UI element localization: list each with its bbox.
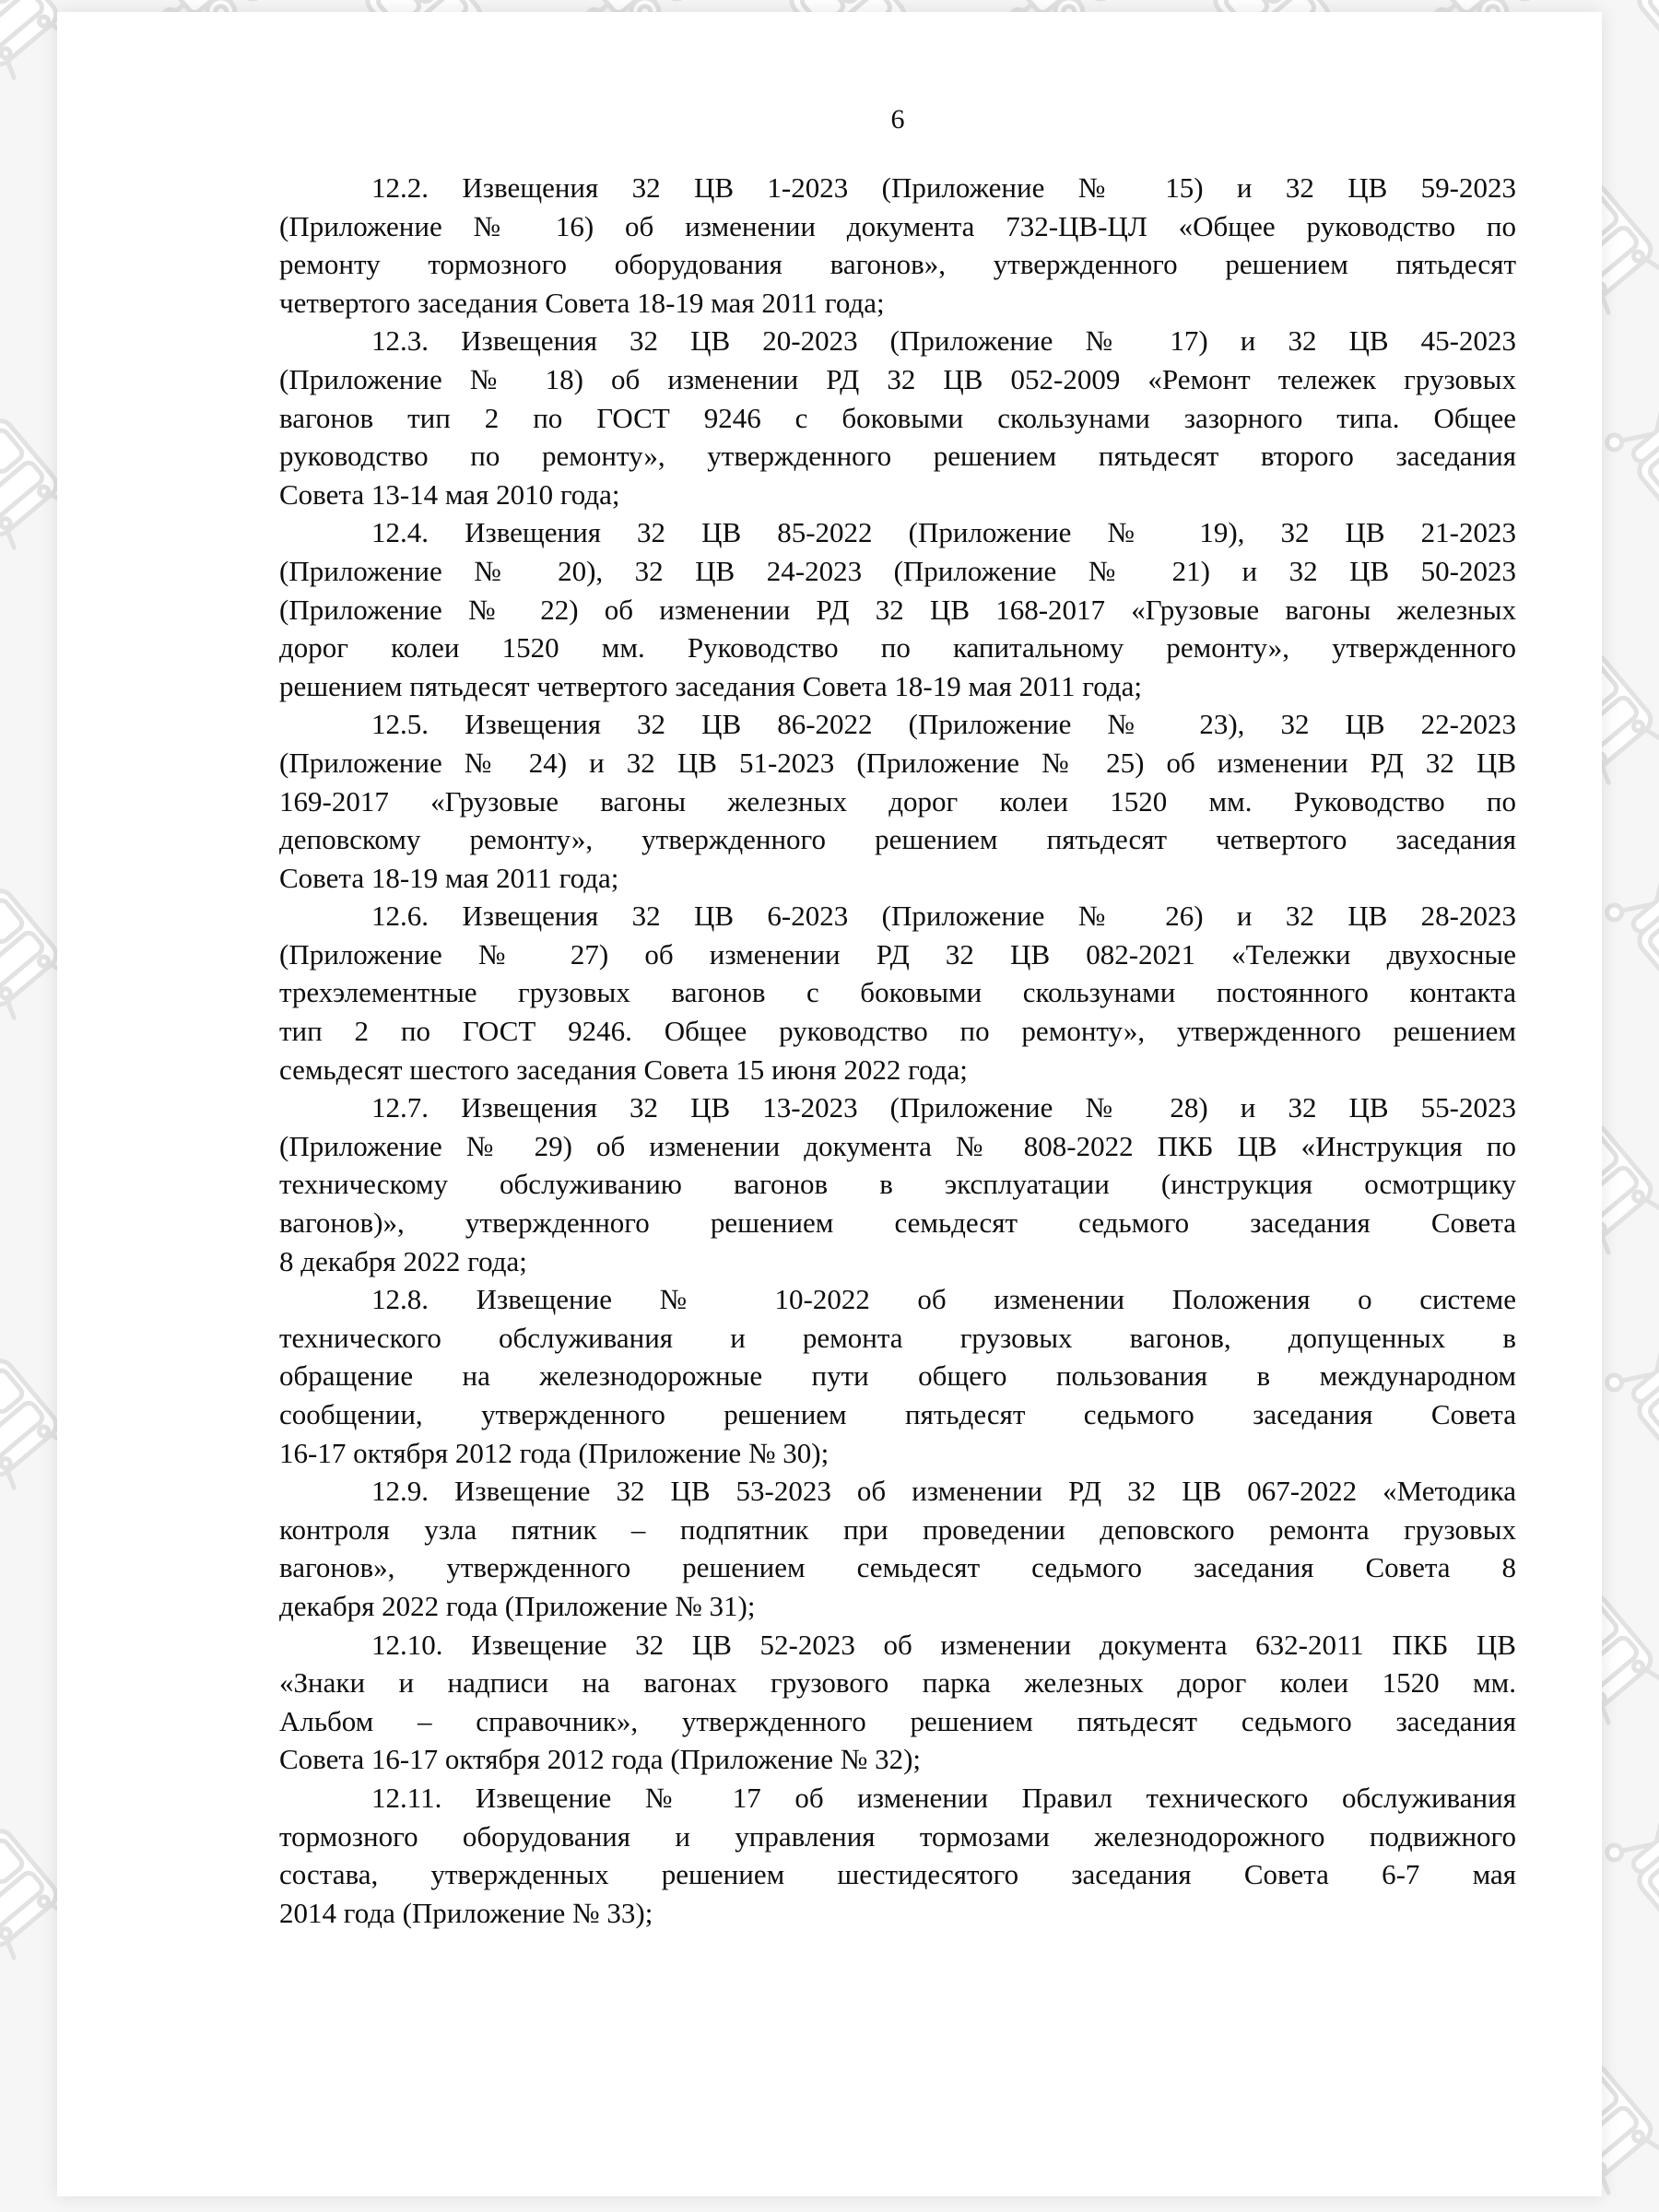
document-page xyxy=(57,12,1602,2196)
document-body xyxy=(279,169,1516,1932)
text-line: 12.2. Извещения 32 ЦВ 1-2023 (Приложение № 15) и 32 ЦВ 59-2023 xyxy=(371,171,1516,204)
text-line: деповскому ремонту», утвержденного решением пятьдесят четвертого заседания xyxy=(279,823,1516,856)
text-line: (Приложение № 16) об изменении документа 732-ЦВ-ЦЛ «Общее руководство по xyxy=(279,209,1516,242)
text-line: тормозного оборудования и управления тормозами железнодорожного подвижного xyxy=(279,1819,1516,1853)
paragraph-12-5 xyxy=(279,705,1516,897)
text-line: 12.9. Извещение 32 ЦВ 53-2023 об изменении РД 32 ЦВ 067-2022 «Методика xyxy=(371,1475,1516,1508)
text-line: 16-17 октября 2012 года (Приложение № 30); xyxy=(279,1436,830,1469)
text-line: решением пятьдесят четвертого заседания Совета 18-19 мая 2011 года; xyxy=(279,669,1142,702)
text-line: технического обслуживания и ремонта грузовых вагонов, допущенных в xyxy=(279,1321,1516,1354)
text-line: 12.6. Извещения 32 ЦВ 6-2023 (Приложение № 26) и 32 ЦВ 28-2023 xyxy=(371,900,1516,933)
text-line: (Приложение № 18) об изменении РД 32 ЦВ 052-2009 «Ремонт тележек грузовых xyxy=(279,362,1516,395)
text-line: Альбом – справочник», утвержденного решением пятьдесят седьмого заседания xyxy=(279,1704,1516,1737)
text-line: (Приложение № 27) об изменении РД 32 ЦВ 082-2021 «Тележки двухосные xyxy=(279,937,1516,971)
text-line: 12.3. Извещения 32 ЦВ 20-2023 (Приложение № 17) и 32 ЦВ 45-2023 xyxy=(371,324,1516,358)
text-line: ремонту тормозного оборудования вагонов», утвержденного решением пятьдесят xyxy=(279,248,1516,281)
text-line: дорог колеи 1520 мм. Руководство по капитальному ремонту», утвержденного xyxy=(279,631,1516,665)
text-line: Совета 18-19 мая 2011 года; xyxy=(279,861,619,894)
page-content xyxy=(279,12,1516,1932)
text-line: 12.10. Извещение 32 ЦВ 52-2023 об изменении документа 632-2011 ПКБ ЦВ xyxy=(371,1628,1516,1661)
text-line: Совета 16-17 октября 2012 года (Приложение № 32); xyxy=(279,1743,922,1776)
text-line: (Приложение № 24) и 32 ЦВ 51-2023 (Приложение № 25) об изменении РД 32 ЦВ xyxy=(279,746,1516,779)
text-line: (Приложение № 29) об изменении документа № 808-2022 ПКБ ЦВ «Инструкция по xyxy=(279,1129,1516,1162)
text-line: вагонов», утвержденного решением семьдесят седьмого заседания Совета 8 xyxy=(279,1551,1516,1584)
text-line: Совета 13-14 мая 2010 года; xyxy=(279,477,620,511)
paragraph-12-8 xyxy=(279,1280,1516,1472)
text-line: вагонов тип 2 по ГОСТ 9246 с боковыми скользунами зазорного типа. Общее xyxy=(279,401,1516,434)
text-line: техническому обслуживанию вагонов в эксплуатации (инструкция осмотрщику xyxy=(279,1168,1516,1201)
paragraph-12-2 xyxy=(279,169,1516,322)
text-line: 12.7. Извещения 32 ЦВ 13-2023 (Приложение № 28) и 32 ЦВ 55-2023 xyxy=(371,1091,1516,1124)
paragraph-12-9 xyxy=(279,1472,1516,1625)
text-line: вагонов)», утвержденного решением семьдесят седьмого заседания Совета xyxy=(279,1206,1516,1240)
text-line: (Приложение № 20), 32 ЦВ 24-2023 (Приложение № 21) и 32 ЦВ 50-2023 xyxy=(279,554,1516,587)
paragraph-12-4 xyxy=(279,513,1516,705)
text-line: 12.11. Извещение № 17 об изменении Правил технического обслуживания xyxy=(371,1781,1516,1814)
text-line: четвертого заседания Совета 18-19 мая 2011 года; xyxy=(279,286,885,319)
text-line: «Знаки и надписи на вагонах грузового парка железных дорог колеи 1520 мм. xyxy=(279,1666,1516,1700)
page-number: 6 xyxy=(890,104,905,135)
text-line: контроля узла пятник – подпятник при проведении деповского ремонта грузовых xyxy=(279,1512,1516,1546)
paragraph-12-11 xyxy=(279,1779,1516,1932)
text-line: (Приложение № 22) об изменении РД 32 ЦВ 168-2017 «Грузовые вагоны железных xyxy=(279,593,1516,626)
text-line: руководство по ремонту», утвержденного решением пятьдесят второго заседания xyxy=(279,440,1516,473)
text-line: трехэлементные грузовых вагонов с боковыми скользунами постоянного контакта xyxy=(279,976,1516,1009)
text-line: 12.8. Извещение № 10-2022 об изменении Положения о системе xyxy=(371,1283,1516,1316)
paragraph-12-7 xyxy=(279,1088,1516,1280)
text-line: сообщении, утвержденного решением пятьдесят седьмого заседания Совета xyxy=(279,1398,1516,1430)
text-line: 8 декабря 2022 года; xyxy=(279,1244,527,1277)
text-line: 169-2017 «Грузовые вагоны железных дорог колеи 1520 мм. Руководство по xyxy=(279,784,1516,818)
paragraph-12-10 xyxy=(279,1626,1516,1779)
paragraph-12-3 xyxy=(279,322,1516,513)
text-line: 2014 года (Приложение № 33); xyxy=(279,1896,653,1929)
text-line: состава, утвержденных решением шестидесятого заседания Совета 6-7 мая xyxy=(279,1858,1516,1891)
paragraph-12-6 xyxy=(279,897,1516,1088)
text-line: тип 2 по ГОСТ 9246. Общее руководство по ремонту», утвержденного решением xyxy=(279,1015,1516,1048)
text-line: 12.4. Извещения 32 ЦВ 85-2022 (Приложение № 19), 32 ЦВ 21-2023 xyxy=(371,516,1516,549)
text-line: семьдесят шестого заседания Совета 15 июня 2022 года; xyxy=(279,1053,968,1086)
text-line: обращение на железнодорожные пути общего пользования в международном xyxy=(279,1359,1516,1393)
text-line: декабря 2022 года (Приложение № 31); xyxy=(279,1589,756,1622)
text-line: 12.5. Извещения 32 ЦВ 86-2022 (Приложение № 23), 32 ЦВ 22-2023 xyxy=(371,708,1516,741)
